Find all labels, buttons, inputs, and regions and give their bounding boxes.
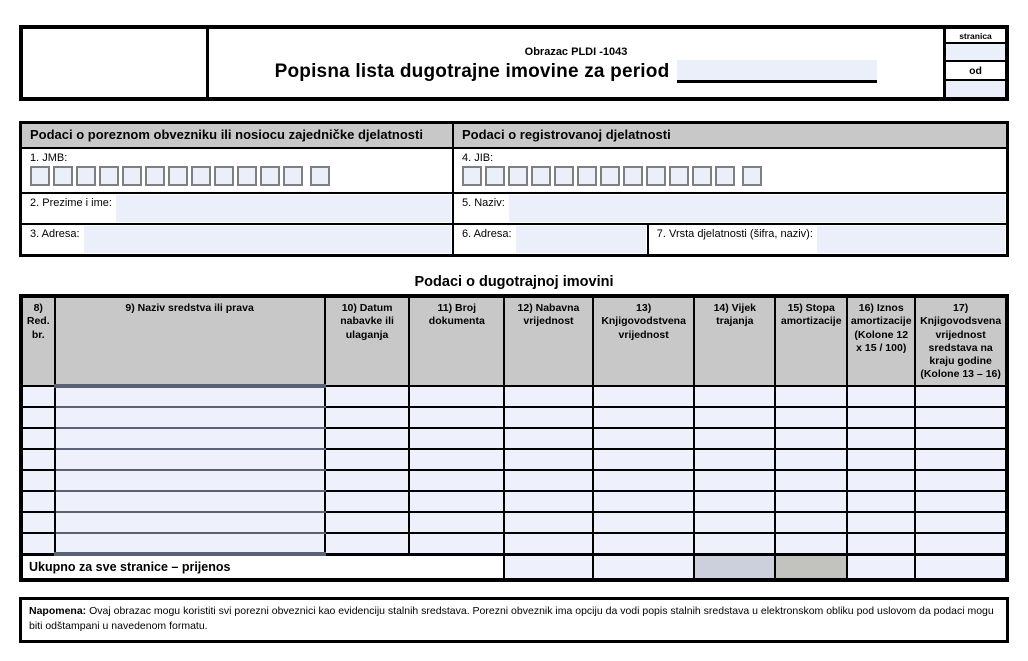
asset-cell[interactable]: [775, 428, 847, 449]
jib-digit-box[interactable]: [577, 166, 597, 186]
asset-cell[interactable]: [325, 533, 410, 554]
asset-cell[interactable]: [915, 470, 1007, 491]
jib-digit-box[interactable]: [485, 166, 505, 186]
activity-input[interactable]: [817, 226, 1005, 253]
asset-cell[interactable]: [847, 428, 915, 449]
asset-cell[interactable]: [694, 386, 775, 407]
od-label: od: [946, 62, 1005, 81]
taxpayer-info-section: [19, 121, 1009, 257]
asset-cell[interactable]: [55, 449, 325, 470]
jmb-digit-box[interactable]: [283, 166, 303, 186]
asset-cell[interactable]: [593, 512, 695, 533]
jib-digit-box[interactable]: [462, 166, 482, 186]
jmb-label: 1. JMB:: [30, 152, 68, 165]
asset-cell[interactable]: [409, 428, 504, 449]
assets-table-title: Podaci o dugotrajnoj imovini: [414, 274, 614, 291]
jmb-digit-box[interactable]: [53, 166, 73, 186]
assets-table-header-row: [21, 296, 1007, 386]
period-input[interactable]: [677, 60, 877, 83]
footnote: [19, 597, 1009, 642]
asset-cell[interactable]: [325, 491, 410, 512]
jib-digit-box[interactable]: [742, 166, 762, 186]
table-row: [21, 428, 1007, 449]
jmb-digit-box[interactable]: [30, 166, 50, 186]
jmb-digit-box[interactable]: [260, 166, 280, 186]
jmb-digit-box[interactable]: [122, 166, 142, 186]
asset-cell[interactable]: [694, 533, 775, 554]
jmb-digit-box[interactable]: [237, 166, 257, 186]
asset-cell[interactable]: [21, 512, 55, 533]
jmb-digit-box[interactable]: [191, 166, 211, 186]
naziv-input[interactable]: [509, 195, 1005, 222]
asset-cell[interactable]: [21, 428, 55, 449]
address2-label: 6. Adresa:: [461, 228, 512, 241]
asset-cell[interactable]: [593, 533, 695, 554]
asset-cell[interactable]: [55, 428, 325, 449]
asset-cell[interactable]: [847, 449, 915, 470]
asset-cell[interactable]: [504, 470, 593, 491]
asset-cell[interactable]: [325, 386, 410, 407]
jib-digit-box[interactable]: [531, 166, 551, 186]
table-row: [21, 449, 1007, 470]
asset-cell[interactable]: [847, 491, 915, 512]
jmb-field: [22, 149, 454, 192]
asset-cell[interactable]: [593, 449, 695, 470]
jib-digit-box[interactable]: [554, 166, 574, 186]
address-input[interactable]: [84, 226, 451, 253]
address-label: 3. Adresa:: [30, 228, 80, 241]
asset-cell[interactable]: [694, 491, 775, 512]
asset-cell[interactable]: [694, 449, 775, 470]
total-row: [21, 554, 1007, 580]
asset-cell[interactable]: [847, 386, 915, 407]
page-number-block: [943, 29, 1005, 97]
asset-cell[interactable]: [55, 512, 325, 533]
asset-cell[interactable]: [409, 407, 504, 428]
asset-cell[interactable]: [325, 470, 410, 491]
jmb-digit-box[interactable]: [310, 166, 330, 186]
footnote-text: Ovaj obrazac mogu koristiti svi porezni obveznici kao evidenciju stalnih sredstava. Porezni obveznik ima opciju da vodi popis stalnih sredstava u elektronskom obliku pod uslovom da podaci mogu biti odštampani u navedenom formatu.: [29, 605, 994, 632]
asset-cell[interactable]: [504, 449, 593, 470]
stranica-label: stranica: [946, 29, 1005, 44]
page-number-input[interactable]: [946, 44, 1005, 62]
asset-cell[interactable]: [55, 533, 325, 554]
activity-field: [649, 225, 1006, 254]
asset-cell[interactable]: [409, 491, 504, 512]
asset-cell[interactable]: [847, 470, 915, 491]
asset-cell[interactable]: [694, 470, 775, 491]
asset-cell[interactable]: [915, 512, 1007, 533]
asset-cell[interactable]: [21, 470, 55, 491]
asset-cell[interactable]: [847, 533, 915, 554]
form-code: Obrazac PLDI -1043: [524, 45, 628, 58]
table-row: [21, 407, 1007, 428]
asset-cell[interactable]: [325, 428, 410, 449]
jmb-digit-boxes: [30, 166, 444, 186]
asset-cell[interactable]: [775, 449, 847, 470]
address-field: [22, 225, 454, 254]
asset-cell[interactable]: [55, 386, 325, 407]
jib-digit-box[interactable]: [623, 166, 643, 186]
asset-cell[interactable]: [694, 407, 775, 428]
jmb-digit-box[interactable]: [76, 166, 96, 186]
form-header: [19, 25, 1009, 101]
column-header-naziv: 9) Naziv sredstva ili prava: [55, 296, 325, 386]
column-header-knjigovodstvena: 13) Knjigovodstvena vrijednost: [593, 296, 695, 386]
column-header-kraj-godine: 17) Knjigovodsvena vrijednost sredstava na kraju godine (Kolone 13 – 16): [915, 296, 1007, 386]
address2-input[interactable]: [516, 226, 646, 253]
asset-cell[interactable]: [593, 407, 695, 428]
asset-cell[interactable]: [325, 407, 410, 428]
asset-cell[interactable]: [21, 407, 55, 428]
asset-cell[interactable]: [775, 491, 847, 512]
asset-cell[interactable]: [775, 533, 847, 554]
table-row: [21, 386, 1007, 407]
footnote-label: Napomena:: [29, 605, 87, 618]
asset-cell[interactable]: [694, 512, 775, 533]
jib-digit-box[interactable]: [692, 166, 712, 186]
column-header-redbr: 8) Red. br.: [21, 296, 55, 386]
jmb-digit-box[interactable]: [145, 166, 165, 186]
name-field: [22, 194, 454, 223]
asset-cell[interactable]: [593, 491, 695, 512]
jib-digit-boxes: [462, 166, 998, 186]
asset-cell[interactable]: [504, 533, 593, 554]
asset-cell[interactable]: [775, 386, 847, 407]
taxpayer-section-title: Podaci o poreznom obvezniku ili nosiocu zajedničke djelatnosti: [22, 124, 454, 147]
table-row: [21, 470, 1007, 491]
asset-cell[interactable]: [593, 428, 695, 449]
asset-cell[interactable]: [915, 491, 1007, 512]
total-cell-kraj-godine[interactable]: [915, 554, 1007, 580]
asset-cell[interactable]: [504, 428, 593, 449]
asset-cell[interactable]: [504, 386, 593, 407]
asset-cell[interactable]: [915, 533, 1007, 554]
jib-digit-box[interactable]: [715, 166, 735, 186]
asset-cell[interactable]: [915, 407, 1007, 428]
jib-digit-box[interactable]: [669, 166, 689, 186]
asset-cell[interactable]: [504, 407, 593, 428]
name-input[interactable]: [116, 195, 451, 222]
asset-cell[interactable]: [775, 512, 847, 533]
asset-cell[interactable]: [915, 428, 1007, 449]
jib-label: 4. JIB:: [461, 152, 494, 165]
naziv-field: [454, 194, 1006, 223]
asset-cell[interactable]: [409, 533, 504, 554]
asset-cell[interactable]: [21, 491, 55, 512]
asset-cell[interactable]: [21, 533, 55, 554]
asset-cell[interactable]: [21, 386, 55, 407]
address2-field: [454, 225, 649, 254]
jib-digit-box[interactable]: [600, 166, 620, 186]
asset-cell[interactable]: [504, 491, 593, 512]
total-cell-iznos[interactable]: [847, 554, 915, 580]
activity-section-title: Podaci o registrovanoj djelatnosti: [454, 124, 1006, 147]
asset-cell[interactable]: [409, 449, 504, 470]
total-row-label: Ukupno za sve stranice – prijenos: [21, 554, 504, 580]
column-header-datum: 10) Datum nabavke ili ulaganja: [325, 296, 410, 386]
table-row: [21, 512, 1007, 533]
table-row: [21, 533, 1007, 554]
asset-cell[interactable]: [847, 512, 915, 533]
asset-cell[interactable]: [325, 449, 410, 470]
asset-cell[interactable]: [915, 449, 1007, 470]
blocked-cell-stopa: [775, 554, 847, 580]
asset-cell[interactable]: [593, 470, 695, 491]
total-pages-input[interactable]: [946, 81, 1005, 97]
table-row: [21, 491, 1007, 512]
jib-digit-box[interactable]: [646, 166, 666, 186]
activity-label: 7. Vrsta djelatnosti (šifra, naziv):: [656, 228, 813, 241]
name-label: 2. Prezime i ime:: [30, 197, 112, 210]
asset-cell[interactable]: [325, 512, 410, 533]
asset-cell[interactable]: [915, 386, 1007, 407]
asset-cell[interactable]: [55, 407, 325, 428]
asset-cell[interactable]: [504, 512, 593, 533]
header-title-area: [209, 29, 943, 97]
total-cell-nabavna[interactable]: [504, 554, 593, 580]
column-header-vijek: 14) Vijek trajanja: [694, 296, 775, 386]
jmb-digit-box[interactable]: [99, 166, 119, 186]
asset-cell[interactable]: [409, 512, 504, 533]
jib-digit-box[interactable]: [508, 166, 528, 186]
naziv-label: 5. Naziv:: [461, 197, 505, 210]
asset-cell[interactable]: [593, 386, 695, 407]
assets-table: [19, 294, 1009, 582]
asset-cell[interactable]: [775, 407, 847, 428]
column-header-iznos: 16) Iznos amortizacije (Kolone 12 x 15 / 100): [847, 296, 915, 386]
total-cell-knjigovodstvena[interactable]: [593, 554, 695, 580]
jmb-digit-box[interactable]: [168, 166, 188, 186]
asset-cell[interactable]: [775, 470, 847, 491]
asset-cell[interactable]: [409, 386, 504, 407]
asset-cell[interactable]: [409, 470, 504, 491]
asset-cell[interactable]: [55, 470, 325, 491]
column-header-broj: 11) Broj dokumenta: [409, 296, 504, 386]
column-header-nabavna: 12) Nabavna vrijednost: [504, 296, 593, 386]
jib-field: [454, 149, 1006, 192]
asset-cell[interactable]: [694, 428, 775, 449]
asset-cell[interactable]: [55, 491, 325, 512]
page-title: Popisna lista dugotrajne imovine za period: [274, 60, 670, 82]
asset-cell[interactable]: [847, 407, 915, 428]
column-header-stopa: 15) Stopa amortizacije: [775, 296, 847, 386]
asset-cell[interactable]: [21, 449, 55, 470]
blocked-cell-vijek: [694, 554, 775, 580]
header-logo-area: [23, 29, 209, 97]
jmb-digit-box[interactable]: [214, 166, 234, 186]
